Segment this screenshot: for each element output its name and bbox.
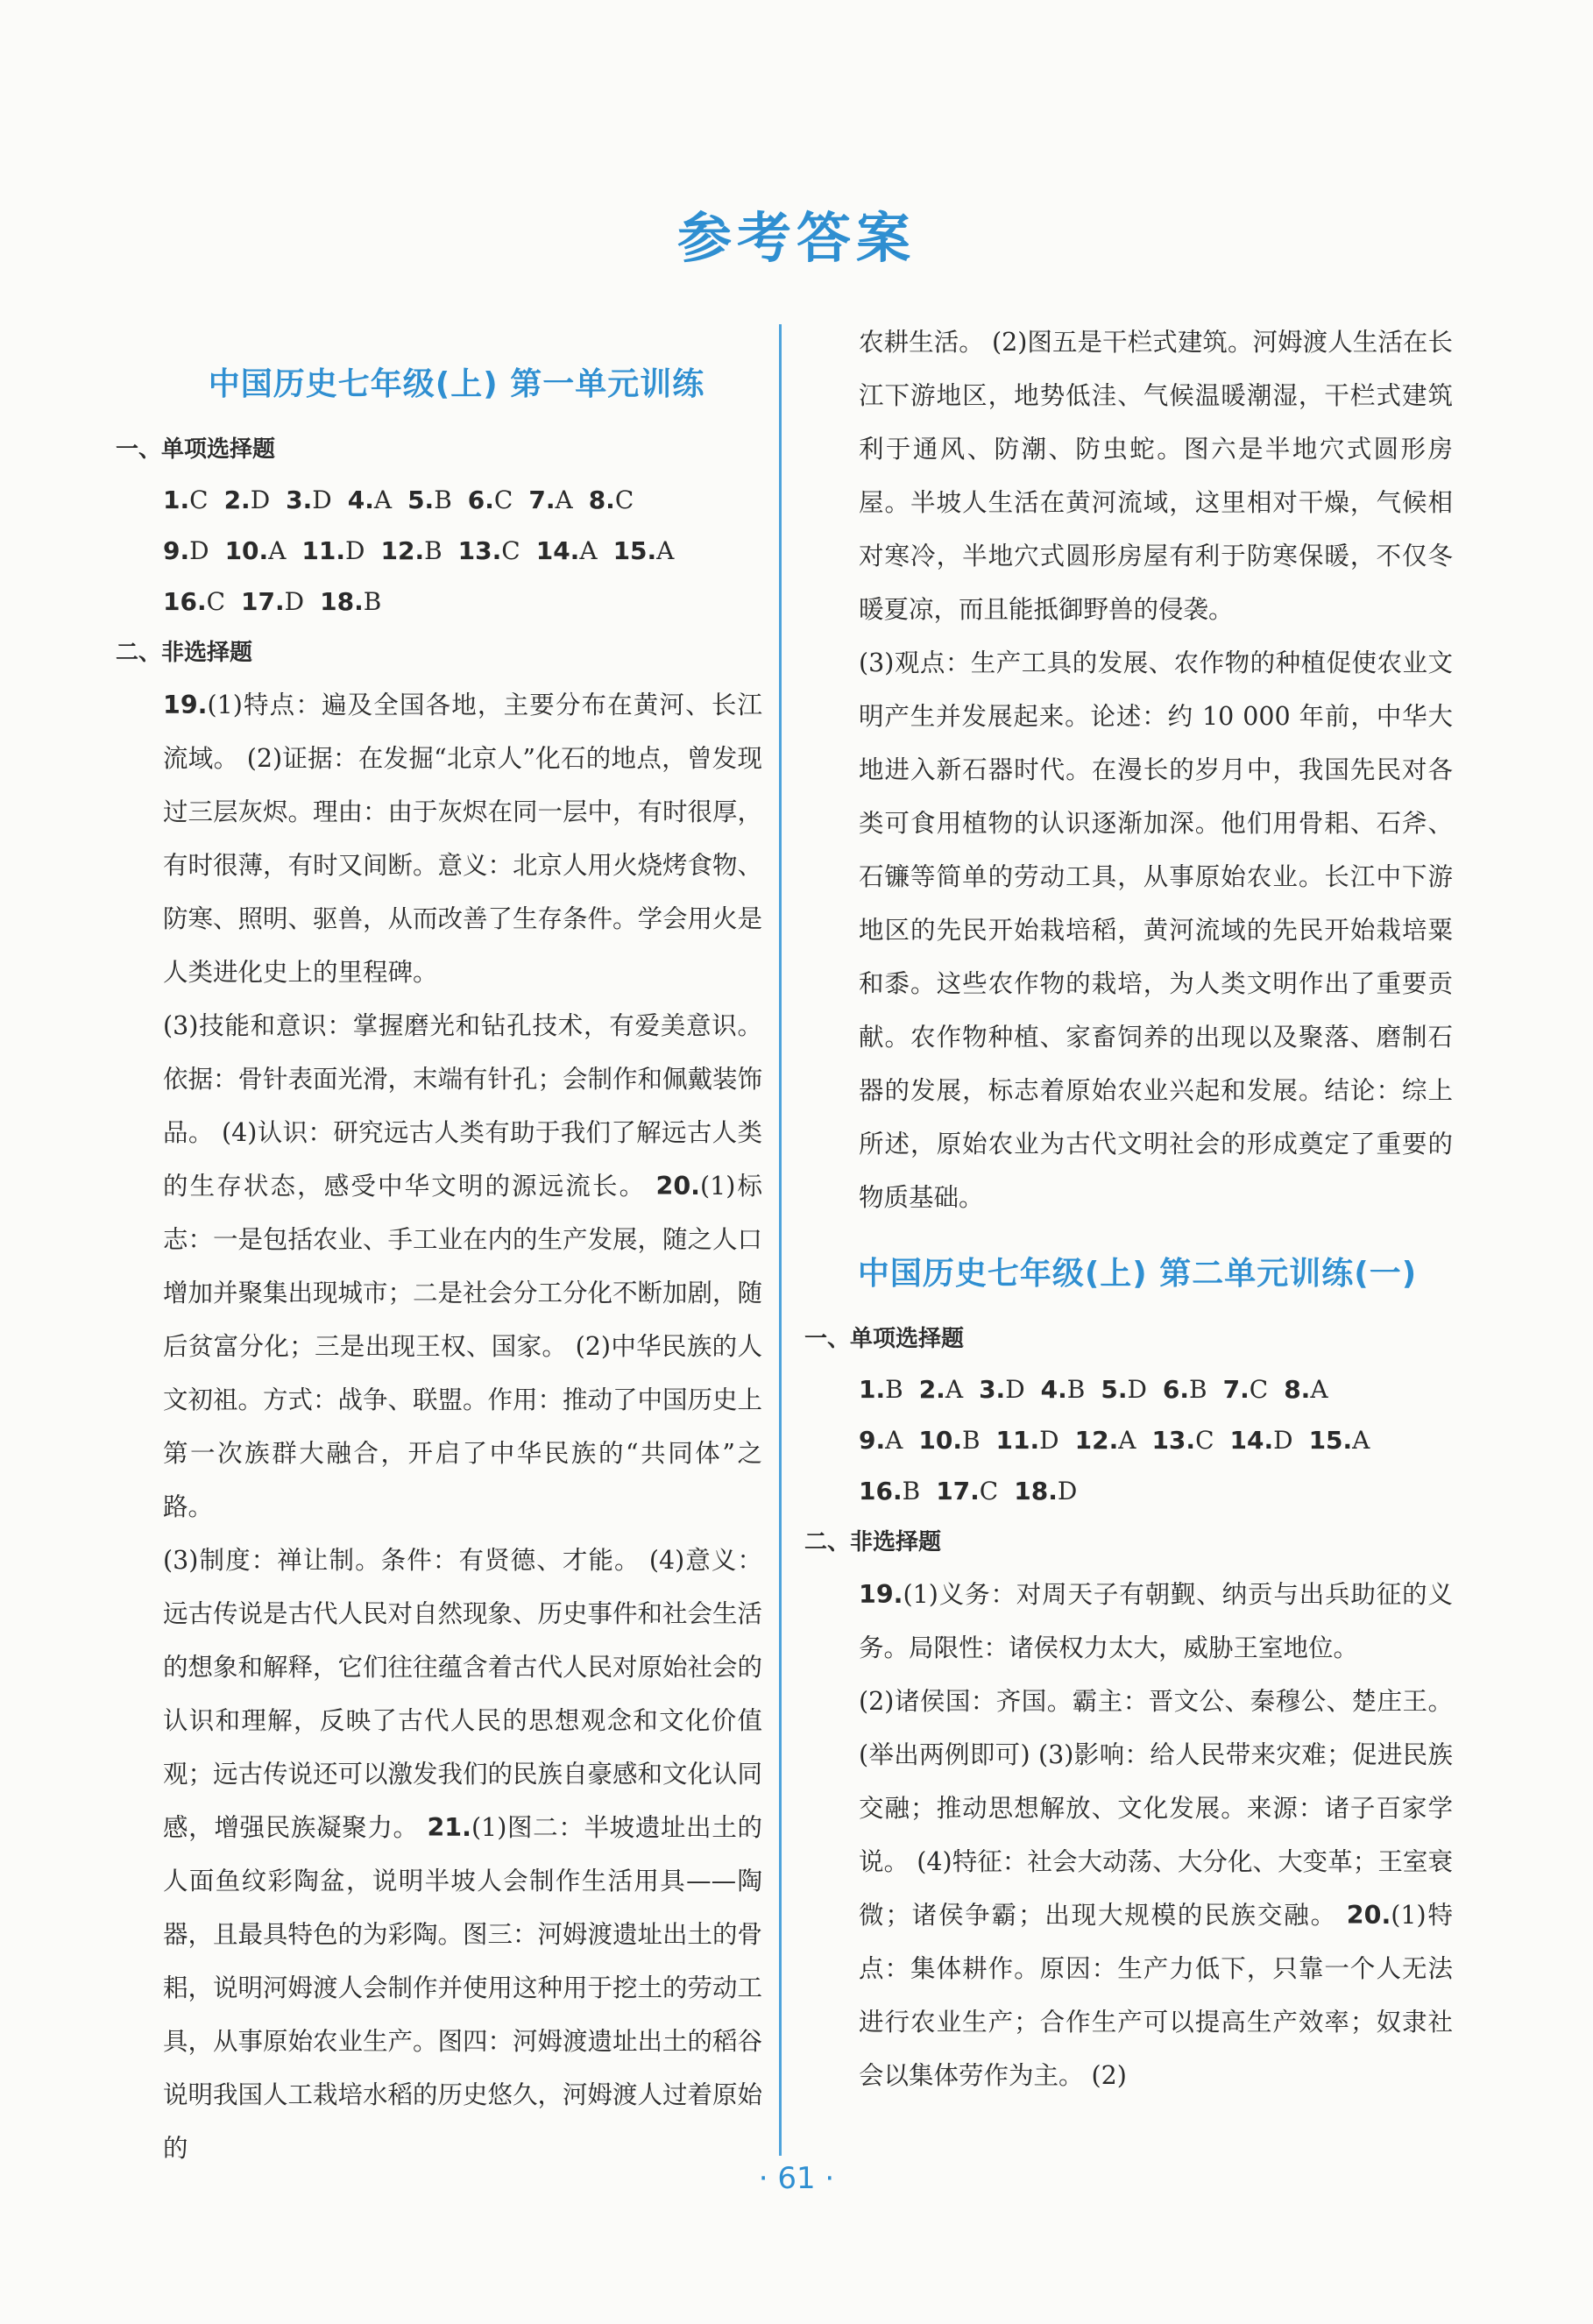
mc-number: 5. xyxy=(407,485,435,514)
mc-answer xyxy=(407,475,452,526)
mc-number: 2. xyxy=(223,485,251,514)
mc-letter: C xyxy=(206,587,226,616)
mc-answer xyxy=(1223,1364,1269,1415)
left-column xyxy=(116,315,762,2175)
mc-letter: A xyxy=(1310,1375,1328,1404)
answer-19-cont xyxy=(116,999,762,1534)
answer-19-u2 xyxy=(804,1568,1453,1675)
mc-letter: B xyxy=(885,1375,903,1404)
mc-answer xyxy=(163,577,225,627)
right-mc-answers xyxy=(804,1364,1453,1517)
mc-answer xyxy=(1101,1364,1147,1415)
mc-number: 8. xyxy=(1284,1375,1311,1404)
mc-letter: A xyxy=(885,1426,903,1455)
mc-letter: C xyxy=(189,485,209,514)
mc-answer xyxy=(859,1415,903,1466)
answer-text: (1)特点：集体耕作。原因：生产力低下，只靠一个人无法进行农业生产；合作生产可以提高生产效率；奴隶社会以集体劳作为主。 (2) xyxy=(859,1901,1453,2090)
mc-letter: A xyxy=(555,485,573,514)
mc-letter: A xyxy=(1352,1426,1370,1455)
right-section2-heading: 二、非选择题 xyxy=(804,1529,942,1555)
answer-text: (1)义务：对周天子有朝觐、纳贡与出兵助征的义务。局限性：诸侯权力太大，威胁王室地位。 xyxy=(859,1580,1453,1662)
mc-answer xyxy=(468,475,513,526)
mc-letter: B xyxy=(961,1426,981,1455)
mc-number: 17. xyxy=(241,587,285,616)
page-title: 参考答案 xyxy=(676,206,916,270)
mc-answer xyxy=(1041,1364,1086,1415)
right-section1-heading: 一、单项选择题 xyxy=(804,1326,965,1352)
answer-text: (3)制度：禅让制。条件：有贤德、才能。 (4)意义：远古传说是古代人民对自然现象、历史事件和社会生活的想象和解释，它们往往蕴含着古代人民对原始社会的认识和理解，反映了古代人民的思想观念和文化价值观；远古传说还可以激发我们的民族自豪感和文化认同感，增强民族凝聚力。 xyxy=(163,1546,763,1842)
mc-letter: D xyxy=(250,485,271,514)
mc-letter: C xyxy=(493,485,513,514)
mc-letter: A xyxy=(1118,1426,1136,1455)
mc-letter: D xyxy=(1005,1375,1025,1404)
mc-number: 7. xyxy=(1222,1375,1250,1404)
mc-answer xyxy=(286,475,332,526)
mc-answer xyxy=(1309,1415,1370,1466)
mc-letter: D xyxy=(189,536,209,565)
answer-20-cont xyxy=(116,1534,762,2175)
mc-answer xyxy=(348,475,392,526)
mc-answer xyxy=(1163,1364,1207,1415)
mc-number: 11. xyxy=(995,1426,1040,1455)
mc-answer xyxy=(1014,1466,1077,1517)
mc-number: 15. xyxy=(612,536,657,565)
mc-letter: B xyxy=(1189,1375,1207,1404)
q-number: 19. xyxy=(859,1580,903,1609)
unit2-title: 中国历史七年级(上) 第二单元训练(一) xyxy=(857,1256,1418,1292)
mc-number: 3. xyxy=(286,485,313,514)
mc-answer xyxy=(458,526,520,577)
mc-answer xyxy=(241,577,304,627)
mc-letter: D xyxy=(1127,1375,1147,1404)
mc-letter: C xyxy=(1249,1375,1269,1404)
mc-answer xyxy=(320,577,381,627)
mc-answer xyxy=(919,1364,963,1415)
mc-answer xyxy=(936,1466,998,1517)
mc-letter: D xyxy=(312,485,332,514)
answer-19 xyxy=(116,678,762,999)
mc-number: 5. xyxy=(1101,1375,1128,1404)
mc-number: 10. xyxy=(224,536,269,565)
mc-number: 1. xyxy=(163,485,190,514)
mc-answer xyxy=(979,1364,1025,1415)
mc-answer xyxy=(224,475,271,526)
mc-number: 12. xyxy=(1074,1426,1119,1455)
mc-number: 8. xyxy=(588,485,615,514)
mc-number: 2. xyxy=(918,1375,945,1404)
mc-letter: C xyxy=(501,536,520,565)
mc-letter: A xyxy=(373,485,393,514)
mc-number: 7. xyxy=(528,485,556,514)
mc-letter: B xyxy=(424,536,442,565)
mc-number: 6. xyxy=(467,485,494,514)
q-number: 20. xyxy=(1346,1901,1391,1930)
mc-answer xyxy=(301,526,365,577)
mc-number: 10. xyxy=(918,1426,962,1455)
answer-text: (1)特点：遍及全国各地，主要分布在黄河、长江流域。 (2)证据：在发掘“北京人”化石的地点，曾发现过三层灰烬。理由：由于灰烬在同一层中，有时很厚，有时很薄，有时又间断。意义：北京人用火烧烤食物、防寒、照明、驱兽，从而改善了生存条件。学会用火是人类进化史上的里程碑。 xyxy=(163,691,763,987)
mc-number: 3. xyxy=(979,1375,1006,1404)
mc-row xyxy=(116,577,762,627)
mc-letter: D xyxy=(1057,1477,1078,1506)
mc-number: 15. xyxy=(1308,1426,1353,1455)
answer-text: 农耕生活。 (2)图五是干栏式建筑。河姆渡人生活在长江下游地区，地势低洼、气候温暖潮湿，干栏式建筑利于通风、防潮、防虫蛇。图六是半地穴式圆形房屋。半坡人生活在黄河流域，这里相对干燥，气候相对寒冷，半地穴式圆形房屋有利于防寒保暖，不仅冬暖夏凉，而且能抵御野兽的侵袭。 xyxy=(859,328,1453,624)
mc-letter: D xyxy=(345,536,365,565)
mc-letter: B xyxy=(1066,1375,1086,1404)
mc-answer xyxy=(859,1364,903,1415)
answer-text: (1)标志：一是包括农业、手工业在内的生产发展，随之人口增加并聚集出现城市；二是社会分工分化不断加剧，随后贫富分化；三是出现王权、国家。 (2)中华民族的人文初祖。方式：战争、联盟。作用：推动了中国历史上第一次族群大融合，开启了中华民族的“共同体”之路。 xyxy=(163,1172,763,1521)
mc-number: 18. xyxy=(1014,1477,1058,1506)
mc-number: 1. xyxy=(859,1375,886,1404)
mc-letter: D xyxy=(1039,1426,1059,1455)
page-number: · 61 · xyxy=(758,2161,835,2196)
mc-number: 11. xyxy=(301,536,346,565)
mc-number: 13. xyxy=(1151,1426,1196,1455)
mc-answer xyxy=(1151,1415,1214,1466)
mc-number: 9. xyxy=(163,536,190,565)
mc-answer xyxy=(918,1415,980,1466)
right-column xyxy=(804,315,1453,2102)
mc-row xyxy=(804,1415,1453,1466)
mc-number: 9. xyxy=(859,1426,886,1455)
unit1-title: 中国历史七年级(上) 第一单元训练 xyxy=(208,366,705,402)
answer-text: (1)图二：半坡遗址出土的人面鱼纹彩陶盆，说明半坡人会制作生活用具——陶器，且最具特色的为彩陶。图三：河姆渡遗址出土的骨耜，说明河姆渡人会制作并使用这种用于挖土的劳动工具，从事原始农业生产。图四：河姆渡遗址出土的稻谷说明我国人工栽培水稻的历史悠久，河姆渡人过着原始的 xyxy=(163,1813,763,2163)
q-number: 20. xyxy=(655,1172,700,1201)
mc-answer xyxy=(163,475,209,526)
mc-row xyxy=(116,526,762,577)
answer-19-u2-cont xyxy=(804,1675,1453,2102)
answer-text: (3)观点：生产工具的发展、农作物的种植促使农业文明产生并发展起来。论述：约 10 000 年前，中华大地进入新石器时代。在漫长的岁月中，我国先民对各类可食用植物的认识逐渐加深。他们用骨耜、石斧、石镰等简单的劳动工具，从事原始农业。长江中下游地区的先民开始栽培稻，黄河流域的先民开始栽培粟和黍。这些农作物的栽培，为人类文明作出了重要贡献。农作物种植、家畜饲养的出现以及聚落、磨制石器的发展，标志着原始农业兴起和发展。结论：综上所述，原始农业为古代文明社会的形成奠定了重要的物质基础。 xyxy=(859,648,1453,1212)
mc-answer xyxy=(996,1415,1059,1466)
mc-number: 13. xyxy=(457,536,502,565)
q-number: 21. xyxy=(427,1813,471,1842)
column-divider xyxy=(779,324,782,2156)
mc-letter: A xyxy=(579,536,598,565)
answer-21-cont xyxy=(804,315,1453,636)
mc-answer xyxy=(536,526,598,577)
mc-letter: D xyxy=(284,587,305,616)
mc-row xyxy=(116,475,762,526)
left-section1-heading: 一、单项选择题 xyxy=(116,436,276,463)
mc-number: 4. xyxy=(1040,1375,1067,1404)
mc-letter: C xyxy=(979,1477,999,1506)
left-mc-answers xyxy=(116,475,762,627)
mc-number: 4. xyxy=(347,485,374,514)
mc-answer xyxy=(225,526,287,577)
mc-answer xyxy=(1075,1415,1136,1466)
answer-21-part3 xyxy=(804,636,1453,1224)
mc-answer xyxy=(1284,1364,1328,1415)
mc-row xyxy=(804,1466,1453,1517)
mc-answer xyxy=(859,1466,920,1517)
mc-number: 17. xyxy=(936,1477,980,1506)
answer-text: (2)诸侯国：齐国。霸主：晋文公、秦穆公、楚庄王。(举出两例即可) (3)影响：给人民带来灾难；促进民族交融；推动思想解放、文化发展。来源：诸子百家学说。 (4)特征：社会大动荡、大分化、大变革；王室衰微；诸侯争霸；出现大规模的民族交融。 xyxy=(859,1687,1453,1930)
mc-number: 18. xyxy=(320,587,364,616)
mc-letter: B xyxy=(902,1477,921,1506)
mc-number: 16. xyxy=(163,587,207,616)
mc-letter: A xyxy=(945,1375,964,1404)
mc-letter: A xyxy=(656,536,675,565)
mc-answer xyxy=(163,526,209,577)
mc-number: 16. xyxy=(859,1477,903,1506)
mc-answer xyxy=(589,475,634,526)
mc-answer xyxy=(528,475,572,526)
mc-number: 12. xyxy=(380,536,425,565)
mc-number: 6. xyxy=(1162,1375,1190,1404)
mc-number: 14. xyxy=(1229,1426,1274,1455)
mc-letter: C xyxy=(1195,1426,1214,1455)
mc-letter: B xyxy=(434,485,452,514)
answer-text: (3)技能和意识：掌握磨光和钻孔技术，有爱美意识。依据：骨针表面光滑，末端有针孔；会制作和佩戴装饰品。 (4)认识：研究远古人类有助于我们了解远古人类的生存状态，感受中华文明的源远流长。 xyxy=(163,1011,763,1201)
mc-answer xyxy=(613,526,675,577)
mc-letter: B xyxy=(363,587,382,616)
q-number: 19. xyxy=(163,691,208,719)
mc-letter: C xyxy=(614,485,634,514)
mc-row xyxy=(804,1364,1453,1415)
mc-letter: A xyxy=(268,536,287,565)
mc-answer xyxy=(1230,1415,1293,1466)
mc-letter: D xyxy=(1273,1426,1293,1455)
mc-number: 14. xyxy=(535,536,580,565)
left-section2-heading: 二、非选择题 xyxy=(116,640,253,666)
mc-answer xyxy=(380,526,442,577)
